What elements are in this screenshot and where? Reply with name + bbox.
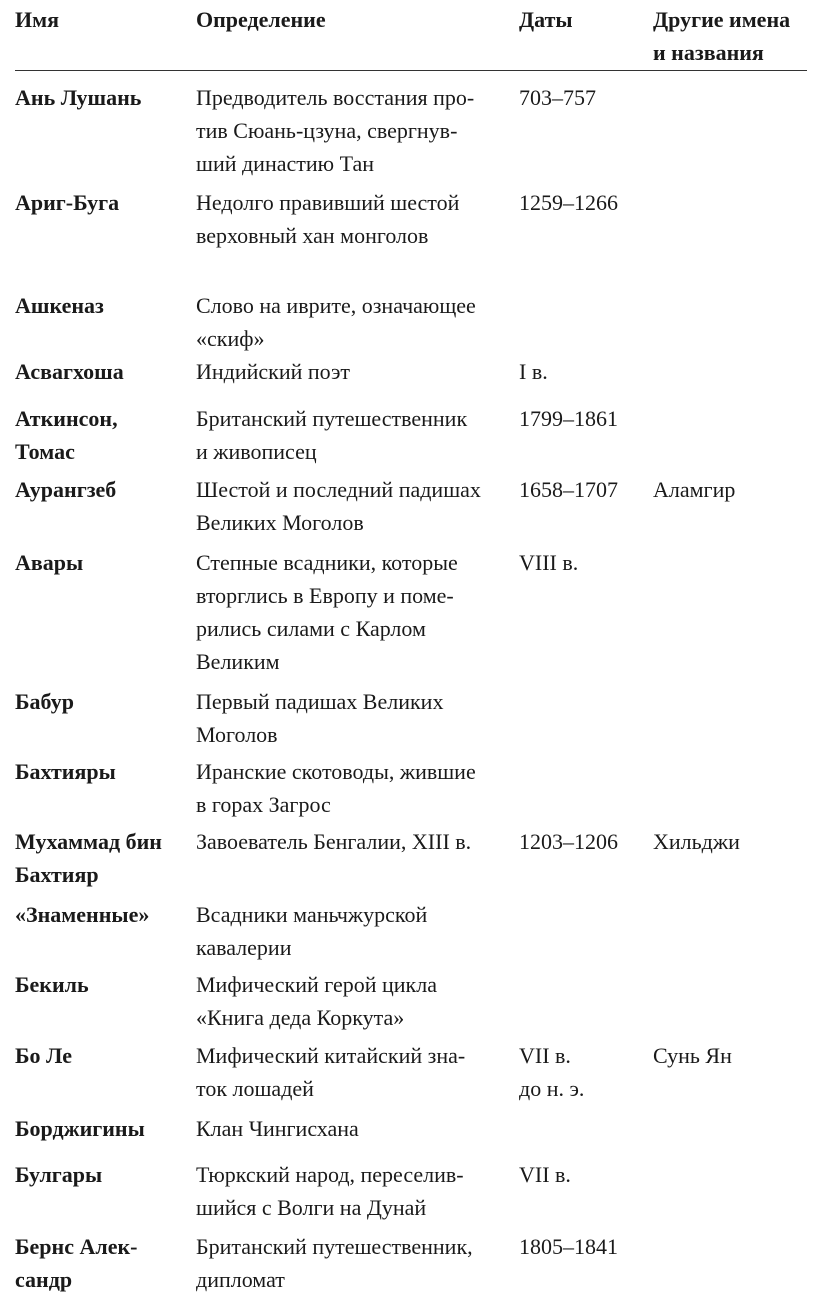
table-row [15, 825, 807, 898]
cell-other-names [653, 1158, 807, 1230]
cell-dates [519, 1039, 653, 1112]
cell-definition-line: шийся с Волги на Дунай [196, 1191, 513, 1224]
cell-definition-line: тив Сюань-цзуна, свергнув- [196, 114, 513, 147]
cell-other-names [653, 968, 807, 1039]
cell-name-line: Аткинсон, [15, 402, 190, 435]
cell-name [15, 755, 196, 825]
cell-dates-line: 1259–1266 [519, 186, 647, 219]
cell-name [15, 1158, 196, 1230]
cell-definition-line: Степные всадники, которые [196, 546, 513, 579]
cell-other-names-line: Аламгир [653, 473, 801, 506]
header-other-line1: Другие имена [653, 3, 807, 36]
cell-dates-line: I в. [519, 355, 647, 388]
cell-other-names [653, 755, 807, 825]
cell-dates-line: 1203–1206 [519, 825, 647, 858]
cell-dates [519, 755, 653, 825]
cell-definition [196, 1158, 519, 1230]
cell-name [15, 280, 196, 355]
cell-other-names [653, 180, 807, 280]
cell-definition [196, 400, 519, 473]
cell-name-line: Ариг-Буга [15, 186, 190, 219]
cell-definition-line: Великим [196, 645, 513, 678]
cell-definition-line: Британский путешественник [196, 402, 513, 435]
cell-definition [196, 1039, 519, 1112]
header-other-names [653, 0, 807, 71]
cell-definition-line: Британский путешественник, [196, 1230, 513, 1263]
cell-name-line: сандр [15, 1263, 190, 1296]
cell-name-line: Борджигины [15, 1112, 190, 1145]
cell-definition [196, 755, 519, 825]
header-definition: Определение [196, 0, 519, 71]
cell-other-names-line: Сунь Ян [653, 1039, 801, 1072]
cell-name-line: Бахтияр [15, 858, 190, 891]
cell-dates [519, 825, 653, 898]
table-header [15, 0, 807, 71]
cell-dates [519, 968, 653, 1039]
cell-dates-line: 703–757 [519, 81, 647, 114]
cell-definition-line: Индийский поэт [196, 355, 513, 388]
cell-name-line: Аурангзеб [15, 473, 190, 506]
cell-dates-line: VII в. [519, 1158, 647, 1191]
header-name: Имя [15, 0, 196, 71]
cell-definition [196, 545, 519, 683]
cell-definition-line: «скиф» [196, 322, 513, 355]
table-body [15, 71, 807, 1301]
cell-name [15, 825, 196, 898]
cell-definition-line: Слово на иврите, означающее [196, 289, 513, 322]
cell-name [15, 1039, 196, 1112]
cell-name-line: Бернс Алек- [15, 1230, 190, 1263]
table-row [15, 355, 807, 400]
table-row [15, 180, 807, 280]
table-row [15, 280, 807, 355]
cell-definition-line: в горах Загрос [196, 788, 513, 821]
table-row [15, 898, 807, 968]
table-row [15, 1112, 807, 1158]
table-row [15, 71, 807, 181]
cell-dates [519, 683, 653, 755]
cell-other-names [653, 1230, 807, 1301]
cell-definition [196, 1230, 519, 1301]
cell-other-names [653, 683, 807, 755]
cell-name-line: Бо Ле [15, 1039, 190, 1072]
cell-dates-line: до н. э. [519, 1072, 647, 1105]
cell-dates [519, 280, 653, 355]
cell-other-names [653, 1039, 807, 1112]
cell-name-line: Томас [15, 435, 190, 468]
cell-name [15, 1112, 196, 1158]
cell-dates-line: 1799–1861 [519, 402, 647, 435]
cell-definition-line: Великих Моголов [196, 506, 513, 539]
cell-name [15, 355, 196, 400]
cell-dates [519, 400, 653, 473]
cell-other-names [653, 71, 807, 181]
cell-other-names [653, 473, 807, 545]
cell-name-line: Мухаммад бин [15, 825, 190, 858]
table-row [15, 400, 807, 473]
cell-definition [196, 355, 519, 400]
cell-definition-line: Моголов [196, 718, 513, 751]
cell-dates [519, 898, 653, 968]
table-row [15, 1158, 807, 1230]
cell-definition-line: Завоеватель Бенгалии, XIII в. [196, 825, 513, 858]
cell-name [15, 400, 196, 473]
cell-name-line: Ань Лушань [15, 81, 190, 114]
cell-definition-line: рились силами с Карлом [196, 612, 513, 645]
cell-name [15, 968, 196, 1039]
header-other-line2: и названия [653, 36, 807, 69]
table-row [15, 1039, 807, 1112]
cell-other-names-line: Хильджи [653, 825, 801, 858]
cell-dates [519, 1230, 653, 1301]
table-row [15, 545, 807, 683]
cell-dates-line: VIII в. [519, 546, 647, 579]
cell-definition-line: ток лошадей [196, 1072, 513, 1105]
cell-other-names [653, 355, 807, 400]
table-row [15, 473, 807, 545]
cell-name [15, 473, 196, 545]
cell-other-names [653, 400, 807, 473]
cell-definition [196, 280, 519, 355]
cell-name [15, 898, 196, 968]
cell-definition [196, 825, 519, 898]
table-row [15, 1230, 807, 1301]
cell-name-line: Ашкеназ [15, 289, 190, 322]
glossary-page [15, 0, 807, 1301]
cell-definition-line: и живописец [196, 435, 513, 468]
cell-dates [519, 1158, 653, 1230]
cell-dates [519, 71, 653, 181]
cell-name [15, 1230, 196, 1301]
cell-definition-line: вторглись в Европу и поме- [196, 579, 513, 612]
cell-dates-line: VII в. [519, 1039, 647, 1072]
cell-definition-line: верховный хан монголов [196, 219, 513, 252]
cell-definition [196, 683, 519, 755]
cell-definition [196, 71, 519, 181]
cell-definition-line: Иранские скотоводы, жившие [196, 755, 513, 788]
cell-dates-line: 1805–1841 [519, 1230, 647, 1263]
cell-definition-line: Клан Чингисхана [196, 1112, 513, 1145]
cell-definition [196, 968, 519, 1039]
cell-dates [519, 1112, 653, 1158]
cell-name [15, 545, 196, 683]
cell-definition-line: Мифический китайский зна- [196, 1039, 513, 1072]
cell-name-line: Бабур [15, 685, 190, 718]
cell-dates [519, 180, 653, 280]
glossary-table [15, 0, 807, 1301]
cell-definition-line: Первый падишах Великих [196, 685, 513, 718]
cell-dates [519, 545, 653, 683]
cell-definition-line: дипломат [196, 1263, 513, 1296]
cell-name-line: Бекиль [15, 968, 190, 1001]
cell-other-names [653, 825, 807, 898]
cell-definition-line: Шестой и последний падишах [196, 473, 513, 506]
cell-name [15, 683, 196, 755]
cell-name-line: «Знаменные» [15, 898, 190, 931]
cell-name-line: Булгары [15, 1158, 190, 1191]
cell-name-line: Авары [15, 546, 190, 579]
cell-other-names [653, 898, 807, 968]
cell-definition [196, 898, 519, 968]
cell-dates-line: 1658–1707 [519, 473, 647, 506]
header-dates: Даты [519, 0, 653, 71]
cell-dates [519, 355, 653, 400]
table-row [15, 755, 807, 825]
cell-definition-line: Мифический герой цикла [196, 968, 513, 1001]
cell-name [15, 180, 196, 280]
cell-definition-line: Предводитель восстания про- [196, 81, 513, 114]
cell-definition-line: Всадники маньчжурской [196, 898, 513, 931]
cell-other-names [653, 545, 807, 683]
cell-definition-line: Недолго правивший шестой [196, 186, 513, 219]
cell-dates [519, 473, 653, 545]
table-row [15, 683, 807, 755]
cell-name [15, 71, 196, 181]
cell-definition-line: Тюркский народ, переселив- [196, 1158, 513, 1191]
table-row [15, 968, 807, 1039]
cell-definition [196, 1112, 519, 1158]
cell-definition [196, 473, 519, 545]
cell-other-names [653, 1112, 807, 1158]
cell-name-line: Бахтияры [15, 755, 190, 788]
cell-definition-line: кавалерии [196, 931, 513, 964]
cell-name-line: Асвагхоша [15, 355, 190, 388]
cell-other-names [653, 280, 807, 355]
cell-definition-line: ший династию Тан [196, 147, 513, 180]
cell-definition-line: «Книга деда Коркута» [196, 1001, 513, 1034]
cell-definition [196, 180, 519, 280]
